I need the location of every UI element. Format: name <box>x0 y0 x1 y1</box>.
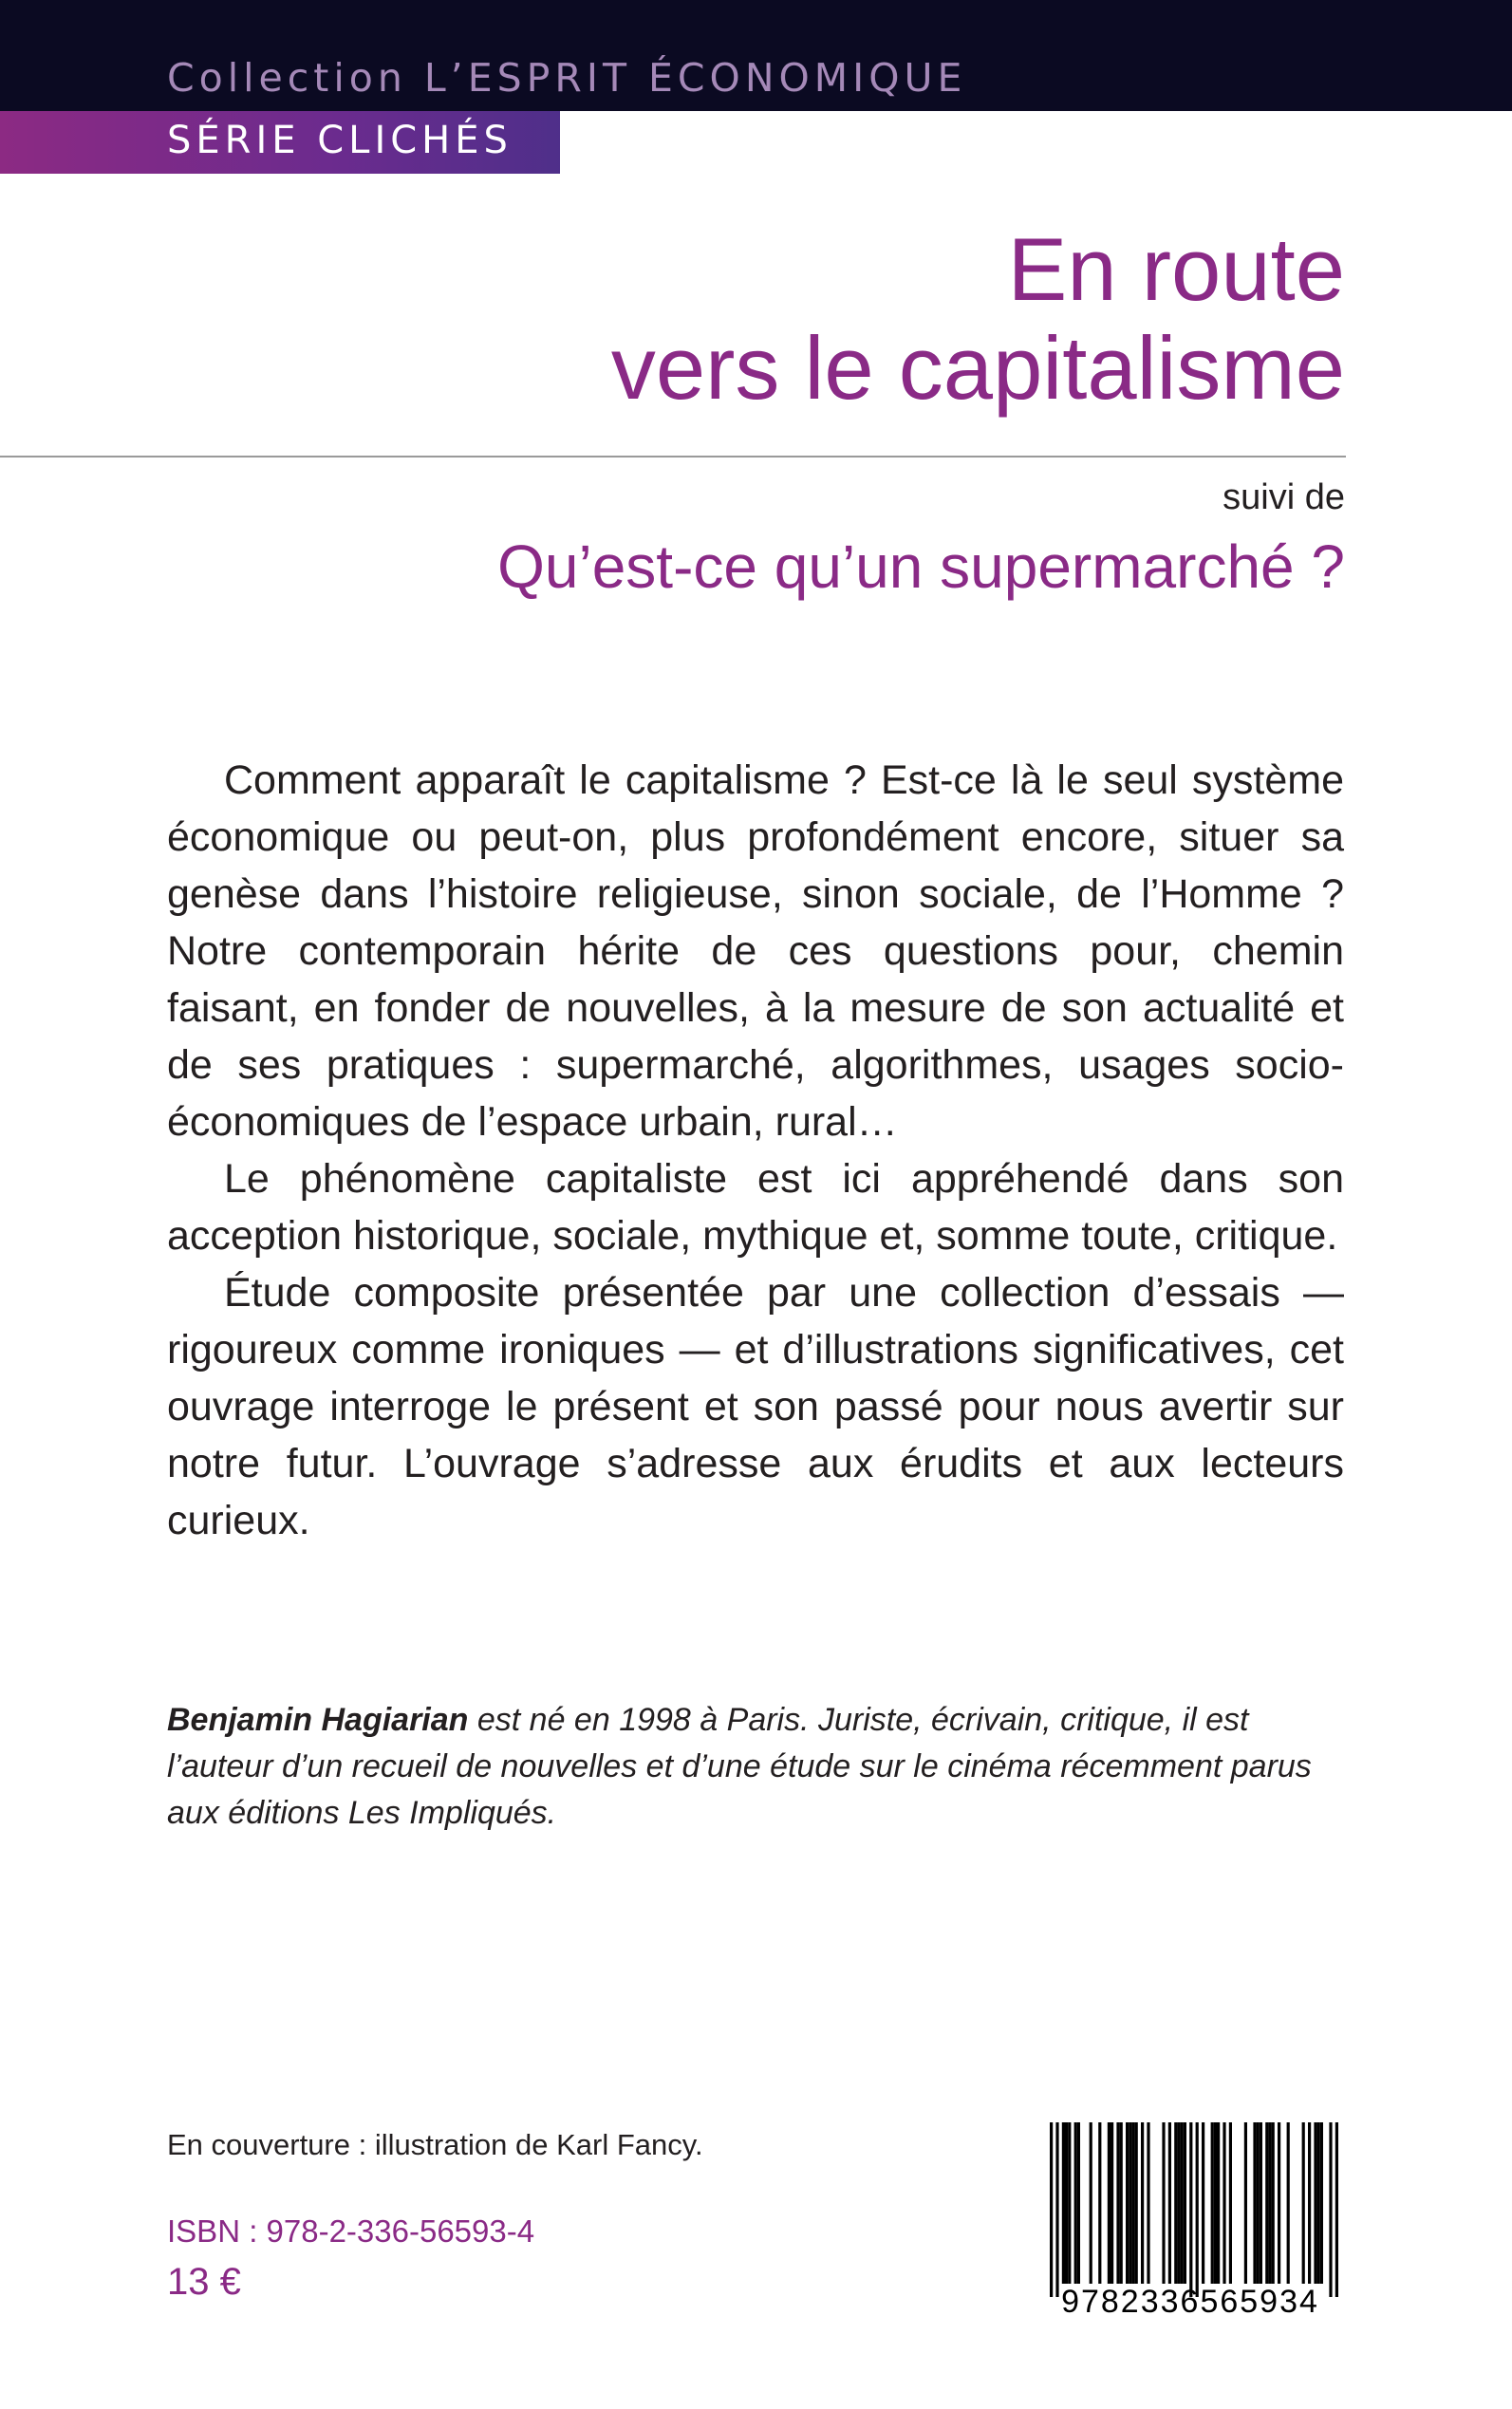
barcode-bar <box>1177 2122 1180 2284</box>
barcode-bar <box>1111 2122 1113 2284</box>
barcode-bar <box>1126 2122 1129 2284</box>
barcode-bar <box>1229 2122 1232 2284</box>
barcode-bar <box>1253 2122 1256 2284</box>
price: 13 € <box>167 2261 241 2303</box>
barcode-bar <box>1050 2122 1053 2297</box>
barcode-bar <box>1265 2122 1268 2284</box>
barcode-bar <box>1068 2122 1071 2284</box>
barcode-bar <box>1065 2122 1068 2284</box>
barcode-bar <box>1098 2122 1101 2284</box>
barcode-bar <box>1217 2122 1220 2284</box>
collection-label: Collection L’ESPRIT ÉCONOMIQUE <box>167 55 967 101</box>
barcode-bar <box>1181 2122 1184 2284</box>
barcode-bar <box>1055 2122 1058 2297</box>
barcode-bar <box>1314 2122 1316 2284</box>
book-title-line-1: En route <box>1007 219 1345 319</box>
barcode-bar <box>1168 2122 1171 2284</box>
barcode-bar <box>1302 2122 1305 2284</box>
barcode-digits: 9782336565934 <box>1061 2284 1319 2318</box>
followed-by-label: suivi de <box>1223 477 1345 517</box>
barcode-bar <box>1189 2122 1192 2297</box>
book-subtitle: Qu’est-ce qu’un supermarché ? <box>497 532 1345 601</box>
barcode-bar <box>1131 2122 1134 2284</box>
barcode-bar <box>1287 2122 1290 2284</box>
barcode-bar <box>1223 2122 1225 2284</box>
barcode-bar <box>1211 2122 1214 2284</box>
barcode-bar <box>1116 2122 1119 2284</box>
barcode-bar <box>1062 2122 1065 2284</box>
barcode-bar <box>1090 2122 1092 2284</box>
title-divider <box>0 456 1346 458</box>
blurb-paragraph-2: Le phénomène capitaliste est ici appréhendé dans son acception historique, sociale, mythique et, somme toute, critique. <box>167 1156 1344 1259</box>
barcode-bar <box>1214 2122 1217 2284</box>
author-name: Benjamin Hagiarian <box>167 1702 469 1738</box>
cover-credit: En couverture : illustration de Karl Fancy. <box>167 2128 703 2161</box>
barcode-bar <box>1320 2122 1323 2284</box>
blurb-paragraph-3: Étude composite présentée par une collection d’essais — rigoureux comme ironiques — et d’illustrations significatives, cet ouvrage interroge le présent et son passé pour nous avertir sur notre futur. L’ouvrage s’adresse aux érudits et aux lecteurs curieux. <box>167 1270 1344 1543</box>
barcode-bar <box>1108 2122 1111 2284</box>
barcode-bar <box>1272 2122 1275 2284</box>
book-title <box>611 220 1345 418</box>
barcode-bar <box>1278 2122 1280 2284</box>
barcode-bar <box>1244 2122 1247 2284</box>
author-bio-text: est né en 1998 à Paris. Juriste, écrivain, critique, il est l’auteur d’un recueil de nouvelles et d’une étude sur le cinéma récemment parus aux éditions Les Impliqués. <box>167 1702 1312 1831</box>
barcode-bar <box>1129 2122 1131 2284</box>
barcode-bar <box>1257 2122 1260 2284</box>
barcode-bar <box>1120 2122 1123 2284</box>
barcode-bar <box>1162 2122 1165 2284</box>
barcode-bar <box>1135 2122 1138 2284</box>
barcode-bar <box>1147 2122 1149 2284</box>
barcode-bar <box>1174 2122 1177 2284</box>
blurb <box>167 752 1344 1549</box>
barcode-bar <box>1260 2122 1262 2284</box>
barcode-bar <box>1329 2122 1332 2297</box>
barcode-bar <box>1184 2122 1186 2284</box>
isbn: ISBN : 978-2-336-56593-4 <box>167 2213 535 2249</box>
barcode-bar <box>1196 2122 1199 2297</box>
barcode-bar <box>1074 2122 1077 2284</box>
barcode-bar <box>1077 2122 1080 2284</box>
barcode-bar <box>1335 2122 1338 2297</box>
blurb-paragraph-1: Comment apparaît le capitalisme ? Est-ce là le seul système économique ou peut-on, plus profondément encore, situer sa genèse dans l’histoire religieuse, sinon sociale, de l’Homme ? Notre contemporain hérite de ces questions pour, chemin faisant, en fonder de nouvelles, à la mesure de son actualité et de ses pratiques : supermarché, algorithmes, usages socio-économiques de l’espace urbain, rural… <box>167 757 1344 1145</box>
barcode-bar <box>1202 2122 1204 2284</box>
barcode-bar <box>1141 2122 1144 2284</box>
barcode-bar <box>1308 2122 1311 2284</box>
series-label: SÉRIE CLICHÉS <box>167 119 513 162</box>
barcode <box>1029 2119 1352 2318</box>
barcode-bar <box>1317 2122 1320 2284</box>
barcode-bar <box>1268 2122 1271 2284</box>
author-bio <box>167 1697 1344 1837</box>
book-title-line-2: vers le capitalisme <box>610 318 1345 418</box>
